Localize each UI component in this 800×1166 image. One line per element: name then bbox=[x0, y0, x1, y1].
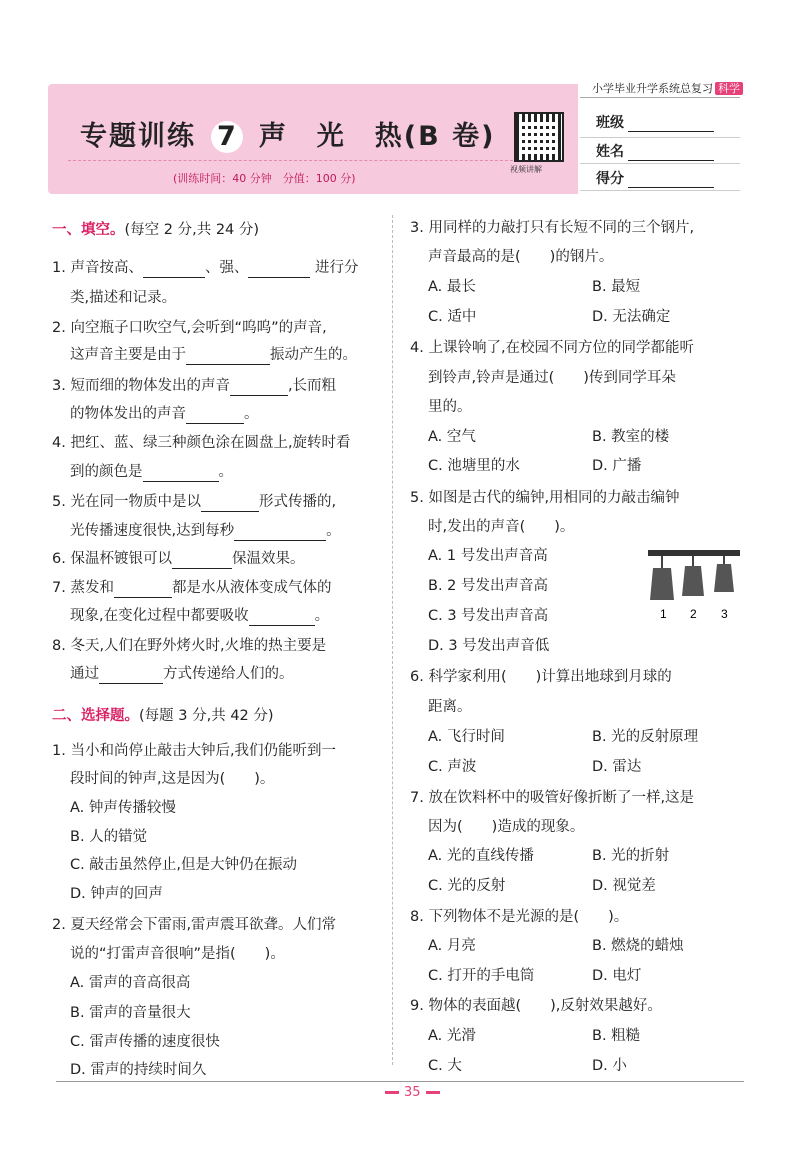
choice-7: 7. 放在饮料杯中的吸管好像折断了一样,这是 bbox=[410, 790, 695, 806]
option[interactable]: D. 广播 bbox=[592, 458, 642, 474]
option[interactable]: C. 3 号发出声音高 bbox=[428, 608, 549, 624]
answer-blank[interactable] bbox=[186, 350, 270, 365]
option[interactable]: B. 光的折射 bbox=[592, 848, 670, 864]
option[interactable]: D. 雷达 bbox=[592, 759, 642, 775]
question-6 bbox=[52, 549, 304, 569]
question-text: 时,发出的声音( )。 bbox=[428, 519, 575, 535]
option[interactable]: C. 雷声传播的速度很快 bbox=[70, 1034, 220, 1050]
score-label: 得分 bbox=[596, 171, 624, 187]
answer-blank[interactable] bbox=[172, 554, 232, 569]
score-blank[interactable] bbox=[628, 173, 714, 188]
option[interactable]: B. 2 号发出声音高 bbox=[428, 578, 548, 594]
column-divider bbox=[392, 215, 393, 1065]
field-divider bbox=[580, 163, 740, 164]
question-text: 7. 蒸发和 bbox=[52, 580, 114, 596]
option[interactable]: B. 燃烧的蜡烛 bbox=[592, 938, 684, 954]
option[interactable]: A. 1 号发出声音高 bbox=[428, 548, 548, 564]
section-heading-fill bbox=[52, 220, 259, 240]
section-note: (每题 3 分,共 42 分) bbox=[139, 708, 274, 724]
question-text: ,长而粗 bbox=[287, 378, 337, 394]
score-field[interactable] bbox=[596, 168, 714, 188]
question-text: 1. 声音按高、 bbox=[52, 260, 143, 276]
question-8: 8. 冬天,人们在野外烤火时,火堆的热主要是 bbox=[52, 638, 327, 654]
title-banner bbox=[48, 84, 578, 194]
question-text: 。 bbox=[314, 608, 330, 624]
option[interactable]: D. 雷声的持续时间久 bbox=[70, 1062, 207, 1078]
question-text: 。 bbox=[244, 406, 259, 422]
question-3-line2 bbox=[70, 404, 259, 424]
option[interactable]: C. 打开的手电筒 bbox=[428, 968, 535, 984]
banner-divider bbox=[68, 160, 518, 161]
section-title: 一、填空。 bbox=[52, 222, 125, 238]
answer-blank[interactable] bbox=[114, 583, 172, 598]
question-text: 进行分 bbox=[310, 260, 359, 276]
option[interactable]: A. 雷声的音高很高 bbox=[70, 975, 191, 991]
choice-4: 4. 上课铃响了,在校园不同方位的同学都能听 bbox=[410, 340, 695, 356]
question-text: 因为( )造成的现象。 bbox=[428, 819, 585, 835]
question-text: 都是水从液体变成气体的 bbox=[171, 580, 332, 596]
answer-blank[interactable] bbox=[249, 611, 315, 626]
option[interactable]: A. 月亮 bbox=[428, 938, 476, 954]
option[interactable]: D. 小 bbox=[592, 1058, 627, 1074]
question-text: 5. 光在同一物质中是以 bbox=[52, 494, 201, 510]
question-5 bbox=[52, 492, 336, 512]
page-title bbox=[80, 114, 495, 153]
question-text: 振动产生的。 bbox=[270, 347, 357, 363]
choice-9: 9. 物体的表面越( ),反射效果越好。 bbox=[410, 998, 662, 1014]
question-text: 段时间的钟声,这是因为( )。 bbox=[70, 771, 275, 787]
answer-blank[interactable] bbox=[230, 381, 288, 396]
choice-5: 5. 如图是古代的编钟,用相同的力敲击编钟 bbox=[410, 490, 680, 506]
answer-blank[interactable] bbox=[143, 263, 205, 278]
class-blank[interactable] bbox=[628, 117, 714, 132]
option[interactable]: D. 钟声的回声 bbox=[70, 886, 163, 902]
question-text: 类,描述和记录。 bbox=[70, 290, 177, 306]
name-field[interactable] bbox=[596, 141, 714, 161]
choice-3: 3. 用同样的力敲打只有长短不同的三个钢片, bbox=[410, 220, 695, 236]
bell-label: 2 bbox=[690, 607, 697, 621]
section-title: 二、选择题。 bbox=[52, 708, 139, 724]
section-heading-choice bbox=[52, 706, 274, 726]
field-divider bbox=[580, 137, 740, 138]
option[interactable]: B. 教室的楼 bbox=[592, 429, 670, 445]
question-text: 方式传递给人们的。 bbox=[163, 666, 294, 682]
series-name: 小学毕业升学系统总复习 bbox=[592, 82, 713, 95]
option[interactable]: A. 光滑 bbox=[428, 1028, 476, 1044]
question-3 bbox=[52, 376, 336, 396]
option[interactable]: C. 池塘里的水 bbox=[428, 458, 520, 474]
name-blank[interactable] bbox=[628, 146, 714, 161]
bell-3 bbox=[714, 556, 734, 592]
question-2-line2 bbox=[70, 345, 357, 365]
bell-2 bbox=[682, 556, 704, 596]
choice-6: 6. 科学家利用( )计算出地球到月球的 bbox=[410, 669, 672, 685]
question-text: 3. 短而细的物体发出的声音 bbox=[52, 378, 230, 394]
option[interactable]: B. 人的错觉 bbox=[70, 829, 148, 845]
answer-blank[interactable] bbox=[201, 497, 259, 512]
question-text: 到的颜色是 bbox=[70, 464, 143, 480]
option[interactable]: C. 适中 bbox=[428, 309, 477, 325]
option[interactable]: C. 光的反射 bbox=[428, 878, 506, 894]
question-text: 距离。 bbox=[428, 699, 472, 715]
question-text: 6. 保温杯镀银可以 bbox=[52, 551, 172, 567]
option[interactable]: C. 大 bbox=[428, 1058, 462, 1074]
choice-8: 8. 下列物体不是光源的是( )。 bbox=[410, 909, 629, 925]
question-7 bbox=[52, 578, 331, 598]
exam-meta: (训练时间：40 分钟 分值：100 分) bbox=[173, 172, 356, 185]
option[interactable]: B. 粗糙 bbox=[592, 1028, 641, 1044]
option[interactable]: B. 光的反射原理 bbox=[592, 729, 699, 745]
question-text: 形式传播的, bbox=[258, 494, 337, 510]
question-5-line2 bbox=[70, 521, 341, 541]
answer-blank[interactable] bbox=[248, 263, 310, 278]
qr-label: 视频讲解 bbox=[510, 165, 542, 174]
option[interactable]: A. 钟声传播较慢 bbox=[70, 800, 176, 816]
qr-code-icon[interactable] bbox=[514, 112, 564, 162]
title-number: 7 bbox=[211, 121, 243, 153]
option[interactable]: A. 光的直线传播 bbox=[428, 848, 534, 864]
chime-bells-figure bbox=[648, 548, 740, 623]
class-field[interactable] bbox=[596, 112, 714, 132]
question-text: 里的。 bbox=[428, 399, 472, 415]
question-text: 。 bbox=[326, 523, 341, 539]
field-divider bbox=[580, 190, 740, 191]
option[interactable]: B. 雷声的音量很大 bbox=[70, 1005, 191, 1021]
choice-2: 2. 夏天经常会下雷雨,雷声震耳欲聋。人们常 bbox=[52, 917, 337, 933]
bell-label: 3 bbox=[721, 607, 728, 621]
answer-blank[interactable] bbox=[99, 669, 163, 684]
question-text: 这声音主要是由于 bbox=[70, 347, 186, 363]
footer-divider bbox=[56, 1081, 744, 1082]
name-label: 姓名 bbox=[596, 144, 624, 160]
question-text: 保温效果。 bbox=[231, 551, 305, 567]
bell-label: 1 bbox=[660, 607, 667, 621]
option[interactable]: A. 最长 bbox=[428, 279, 476, 295]
question-4: 4. 把红、蓝、绿三种颜色涂在圆盘上,旋转时看 bbox=[52, 435, 351, 451]
option[interactable]: B. 最短 bbox=[592, 279, 641, 295]
answer-blank[interactable] bbox=[143, 467, 219, 482]
question-text: 光传播速度很快,达到每秒 bbox=[70, 523, 235, 539]
option[interactable]: A. 飞行时间 bbox=[428, 729, 505, 745]
question-2: 2. 向空瓶子口吹空气,会听到“呜呜”的声音, bbox=[52, 320, 327, 336]
option[interactable]: C. 声波 bbox=[428, 759, 477, 775]
choice-1: 1. 当小和尚停止敲击大钟后,我们仍能听到一 bbox=[52, 743, 337, 759]
series-divider bbox=[580, 97, 740, 98]
question-text: 说的“打雷声音很响”是指( )。 bbox=[70, 946, 285, 962]
option[interactable]: C. 敲击虽然停止,但是大钟仍在振动 bbox=[70, 857, 297, 873]
title-prefix: 专题训练 bbox=[80, 121, 196, 152]
question-8-line2 bbox=[70, 664, 294, 684]
option[interactable]: A. 空气 bbox=[428, 429, 476, 445]
subject-tag: 科学 bbox=[715, 82, 743, 95]
question-text: 现象,在变化过程中都要吸收 bbox=[70, 608, 249, 624]
title-main: 声 光 热(B 卷) bbox=[258, 121, 496, 152]
bell-beam bbox=[648, 550, 740, 556]
answer-blank[interactable] bbox=[186, 409, 244, 424]
section-note: (每空 2 分,共 24 分) bbox=[124, 222, 260, 238]
option[interactable]: D. 3 号发出声音低 bbox=[428, 638, 550, 654]
option[interactable]: D. 电灯 bbox=[592, 968, 642, 984]
question-text: 声音最高的是( )的钢片。 bbox=[428, 249, 614, 265]
page-number: 35 bbox=[380, 1085, 445, 1100]
question-7-line2 bbox=[70, 606, 329, 626]
answer-blank[interactable] bbox=[234, 526, 326, 541]
question-text: 到铃声,铃声是通过( )传到同学耳朵 bbox=[428, 370, 676, 386]
question-text: 、强、 bbox=[204, 260, 249, 276]
class-label: 班级 bbox=[596, 115, 624, 131]
option[interactable]: D. 无法确定 bbox=[592, 309, 671, 325]
question-text: 通过 bbox=[70, 666, 99, 682]
question-1 bbox=[52, 258, 359, 278]
question-text: 的物体发出的声音 bbox=[70, 406, 186, 422]
series-label bbox=[592, 80, 743, 96]
question-text: 。 bbox=[218, 464, 233, 480]
bell-1 bbox=[650, 556, 674, 600]
question-4-line2 bbox=[70, 462, 233, 482]
option[interactable]: D. 视觉差 bbox=[592, 878, 656, 894]
